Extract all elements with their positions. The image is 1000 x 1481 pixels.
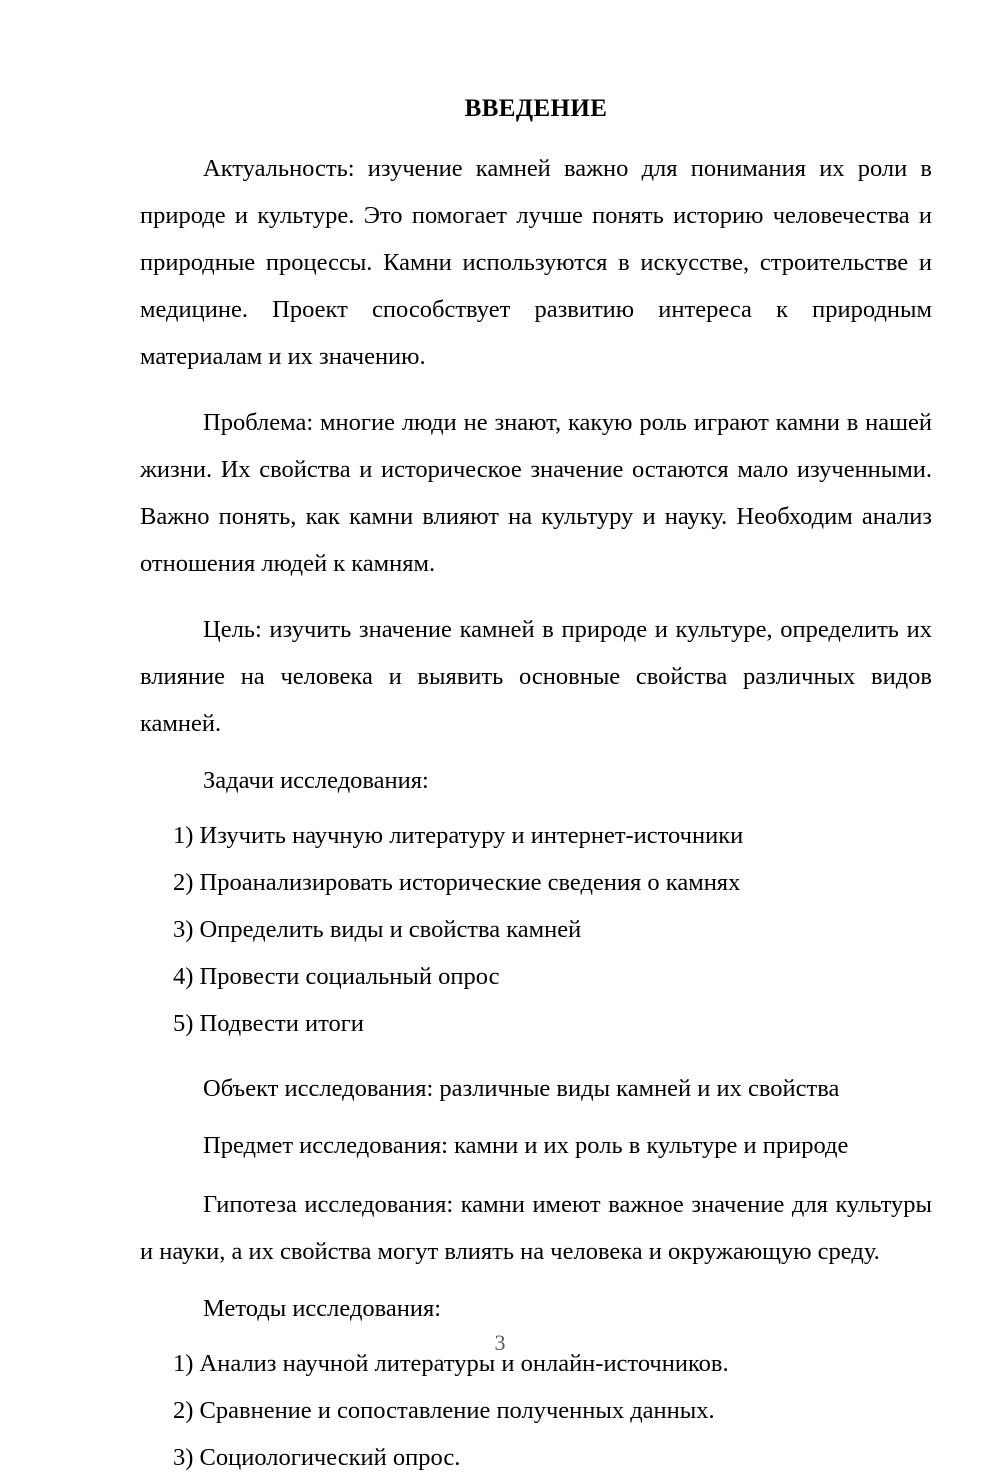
list-item-label: Подвести итоги: [199, 1010, 364, 1037]
methods-list: [140, 1340, 932, 1481]
list-item: [140, 1434, 932, 1481]
list-marker: 1): [173, 822, 194, 849]
list-marker: 4): [173, 963, 194, 990]
page-number: 3: [494, 1330, 506, 1355]
list-marker: 5): [173, 1010, 194, 1037]
paragraph-object: Объект исследования: различные виды камней и их свойства: [203, 1075, 840, 1102]
list-marker: 2): [173, 869, 194, 896]
list-marker: 3): [173, 1444, 194, 1471]
paragraph-goal: Цель: изучить значение камней в природе и культуре, определить их влияние на человека и выявить основные свойства различных видов камней.: [140, 616, 932, 737]
list-item-label: Провести социальный опрос: [199, 963, 500, 990]
list-item: [140, 1387, 932, 1434]
list-item-label: Анализ научной литературы и онлайн-источников.: [199, 1350, 729, 1377]
spacer: [140, 1047, 932, 1055]
list-item-label: Социологический опрос.: [199, 1444, 461, 1471]
list-item-label: Изучить научную литературу и интернет-источники: [199, 822, 744, 849]
list-item: [140, 953, 932, 1000]
document-content: [140, 0, 932, 1481]
list-item-label: Проанализировать исторические сведения о камнях: [199, 869, 741, 896]
page-title: ВВЕДЕНИЕ: [464, 95, 608, 122]
list-item: [140, 1000, 932, 1047]
spacer: [140, 804, 932, 812]
list-item: [140, 859, 932, 906]
tasks-heading: Задачи исследования:: [203, 767, 429, 794]
paragraph-relevance: Актуальность: изучение камней важно для понимания их роли в природе и культуре. Это помогает лучше понять историю человечества и природные процессы. Камни используются в искусстве, строительстве и медицине. Проект способствует развитию интереса к природным материалам и их значению.: [140, 155, 932, 370]
paragraph-hypothesis: Гипотеза исследования: камни имеют важное значение для культуры и науки, а их свойства могут влиять на человека и окружающую среду.: [140, 1191, 932, 1265]
paragraph-subject: Предмет исследования: камни и их роль в культуре и природе: [203, 1132, 849, 1159]
list-item-label: Сравнение и сопоставление полученных данных.: [199, 1397, 715, 1424]
tasks-list: [140, 812, 932, 1047]
methods-heading: Методы исследования:: [203, 1295, 442, 1322]
paragraph-problem: Проблема: многие люди не знают, какую роль играют камни в нашей жизни. Их свойства и историческое значение остаются мало изученными. Важно понять, как камни влияют на культуру и науку. Необходим анализ отношения людей к камням.: [140, 409, 932, 577]
list-item: [140, 906, 932, 953]
list-marker: 3): [173, 916, 194, 943]
list-marker: 1): [173, 1350, 194, 1377]
list-item: [140, 812, 932, 859]
list-marker: 2): [173, 1397, 194, 1424]
list-item-label: Определить виды и свойства камней: [199, 916, 582, 943]
